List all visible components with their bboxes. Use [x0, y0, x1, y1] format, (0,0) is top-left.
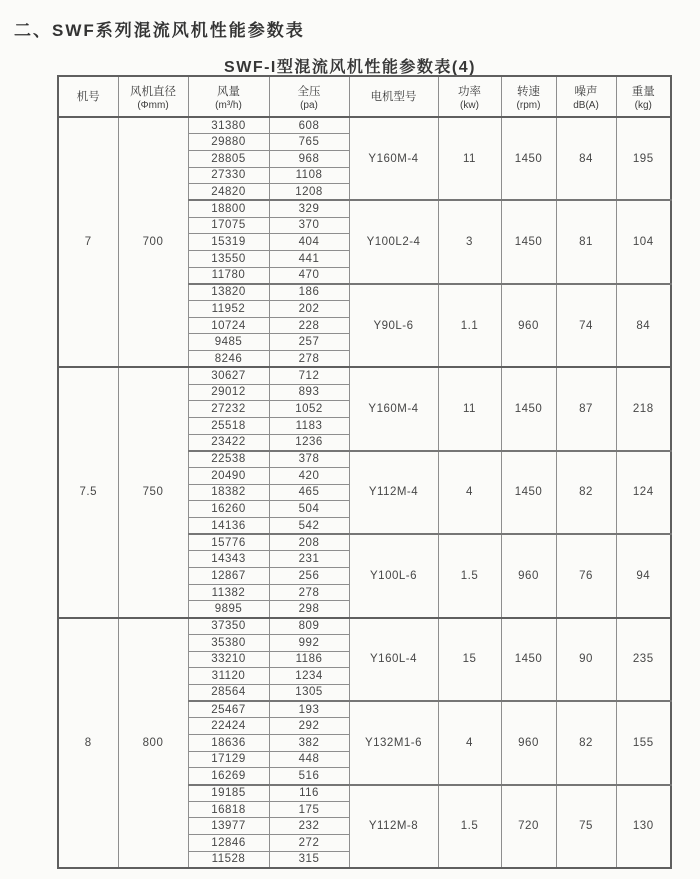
- fan-table-body: [58, 117, 671, 868]
- flow-cell: 16260: [188, 501, 269, 518]
- motor-model-cell: Y112M-4: [349, 451, 438, 534]
- pressure-cell: 1236: [269, 434, 349, 451]
- pressure-cell: 382: [269, 734, 349, 751]
- pressure-cell: 809: [269, 618, 349, 635]
- power-cell: 11: [438, 117, 501, 200]
- noise-cell: 82: [556, 451, 616, 534]
- flow-cell: 15319: [188, 234, 269, 251]
- speed-cell: 1450: [501, 451, 556, 534]
- flow-cell: 31120: [188, 668, 269, 685]
- pressure-cell: 329: [269, 200, 349, 217]
- flow-cell: 20490: [188, 467, 269, 484]
- power-cell: 1.5: [438, 534, 501, 617]
- flow-cell: 31380: [188, 117, 269, 134]
- pressure-cell: 448: [269, 751, 349, 768]
- weight-cell: 195: [616, 117, 671, 200]
- pressure-cell: 278: [269, 351, 349, 368]
- power-cell: 15: [438, 618, 501, 701]
- pressure-cell: 186: [269, 284, 349, 301]
- header-speed: 转速 (rpm): [501, 76, 556, 117]
- pressure-cell: 116: [269, 785, 349, 802]
- speed-cell: 1450: [501, 618, 556, 701]
- noise-cell: 81: [556, 200, 616, 283]
- motor-model-cell: Y132M1-6: [349, 701, 438, 784]
- flow-cell: 27330: [188, 167, 269, 184]
- power-cell: 4: [438, 451, 501, 534]
- flow-cell: 29880: [188, 134, 269, 151]
- pressure-cell: 542: [269, 518, 349, 535]
- header-air-volume: 风量 (m³/h): [188, 76, 269, 117]
- flow-cell: 14136: [188, 518, 269, 535]
- noise-cell: 87: [556, 367, 616, 450]
- speed-cell: 1450: [501, 200, 556, 283]
- pressure-cell: 1052: [269, 401, 349, 418]
- motor-model-cell: Y160M-4: [349, 117, 438, 200]
- header-fan-diameter: 风机直径 (Φmm): [118, 76, 188, 117]
- flow-cell: 13977: [188, 818, 269, 835]
- pressure-cell: 292: [269, 718, 349, 735]
- flow-cell: 10724: [188, 317, 269, 334]
- machine-no-cell: 8: [58, 618, 118, 868]
- power-cell: 1.1: [438, 284, 501, 367]
- flow-cell: 9895: [188, 601, 269, 618]
- flow-cell: 11528: [188, 851, 269, 868]
- power-cell: 4: [438, 701, 501, 784]
- pressure-cell: 1183: [269, 417, 349, 434]
- header-power: 功率 (kw): [438, 76, 501, 117]
- flow-cell: 11382: [188, 584, 269, 601]
- pressure-cell: 608: [269, 117, 349, 134]
- pressure-cell: 193: [269, 701, 349, 718]
- noise-cell: 90: [556, 618, 616, 701]
- flow-cell: 16818: [188, 801, 269, 818]
- pressure-cell: 378: [269, 451, 349, 468]
- weight-cell: 94: [616, 534, 671, 617]
- header-noise: 噪声 dB(A): [556, 76, 616, 117]
- pressure-cell: 231: [269, 551, 349, 568]
- pressure-cell: 228: [269, 317, 349, 334]
- pressure-cell: 1234: [269, 668, 349, 685]
- machine-no-cell: 7.5: [58, 367, 118, 617]
- motor-model-cell: Y160L-4: [349, 618, 438, 701]
- table-row: [58, 618, 671, 635]
- motor-model-cell: Y112M-8: [349, 785, 438, 868]
- pressure-cell: 470: [269, 267, 349, 284]
- speed-cell: 1450: [501, 367, 556, 450]
- flow-cell: 28564: [188, 684, 269, 701]
- flow-cell: 11780: [188, 267, 269, 284]
- pressure-cell: 404: [269, 234, 349, 251]
- flow-cell: 15776: [188, 534, 269, 551]
- pressure-cell: 370: [269, 217, 349, 234]
- flow-cell: 18636: [188, 734, 269, 751]
- flow-cell: 28805: [188, 150, 269, 167]
- noise-cell: 82: [556, 701, 616, 784]
- flow-cell: 22538: [188, 451, 269, 468]
- pressure-cell: 712: [269, 367, 349, 384]
- flow-cell: 25467: [188, 701, 269, 718]
- flow-cell: 9485: [188, 334, 269, 351]
- pressure-cell: 202: [269, 301, 349, 318]
- flow-cell: 12846: [188, 835, 269, 852]
- pressure-cell: 208: [269, 534, 349, 551]
- flow-cell: 18382: [188, 484, 269, 501]
- flow-cell: 16269: [188, 768, 269, 785]
- flow-cell: 19185: [188, 785, 269, 802]
- pressure-cell: 175: [269, 801, 349, 818]
- power-cell: 11: [438, 367, 501, 450]
- pressure-cell: 516: [269, 768, 349, 785]
- pressure-cell: 1186: [269, 651, 349, 668]
- motor-model-cell: Y100L-6: [349, 534, 438, 617]
- weight-cell: 155: [616, 701, 671, 784]
- pressure-cell: 420: [269, 467, 349, 484]
- noise-cell: 84: [556, 117, 616, 200]
- diameter-cell: 800: [118, 618, 188, 868]
- table-row: [58, 117, 671, 134]
- pressure-cell: 257: [269, 334, 349, 351]
- pressure-cell: 1208: [269, 184, 349, 201]
- pressure-cell: 992: [269, 634, 349, 651]
- diameter-cell: 700: [118, 117, 188, 367]
- flow-cell: 18800: [188, 200, 269, 217]
- flow-cell: 17129: [188, 751, 269, 768]
- flow-cell: 30627: [188, 367, 269, 384]
- page-title: 二、SWF系列混流风机性能参数表: [14, 21, 305, 41]
- pressure-cell: 504: [269, 501, 349, 518]
- table-subtitle: SWF-I型混流风机性能参数表(4): [224, 59, 476, 77]
- header-motor-model: 电机型号: [349, 76, 438, 117]
- pressure-cell: 893: [269, 384, 349, 401]
- header-machine-no: 机号: [58, 76, 118, 117]
- weight-cell: 218: [616, 367, 671, 450]
- flow-cell: 35380: [188, 634, 269, 651]
- weight-cell: 130: [616, 785, 671, 868]
- power-cell: 1.5: [438, 785, 501, 868]
- pressure-cell: 968: [269, 150, 349, 167]
- diameter-cell: 750: [118, 367, 188, 617]
- header-row: [58, 76, 671, 117]
- flow-cell: 33210: [188, 651, 269, 668]
- pressure-cell: 1305: [269, 684, 349, 701]
- pressure-cell: 441: [269, 251, 349, 268]
- speed-cell: 960: [501, 534, 556, 617]
- flow-cell: 17075: [188, 217, 269, 234]
- header-weight: 重量 (kg): [616, 76, 671, 117]
- speed-cell: 960: [501, 701, 556, 784]
- flow-cell: 23422: [188, 434, 269, 451]
- flow-cell: 13820: [188, 284, 269, 301]
- flow-cell: 29012: [188, 384, 269, 401]
- flow-cell: 8246: [188, 351, 269, 368]
- pressure-cell: 765: [269, 134, 349, 151]
- machine-no-cell: 7: [58, 117, 118, 367]
- flow-cell: 13550: [188, 251, 269, 268]
- pressure-cell: 256: [269, 568, 349, 585]
- weight-cell: 84: [616, 284, 671, 367]
- noise-cell: 75: [556, 785, 616, 868]
- pressure-cell: 315: [269, 851, 349, 868]
- motor-model-cell: Y160M-4: [349, 367, 438, 450]
- speed-cell: 960: [501, 284, 556, 367]
- flow-cell: 22424: [188, 718, 269, 735]
- flow-cell: 24820: [188, 184, 269, 201]
- flow-cell: 14343: [188, 551, 269, 568]
- flow-cell: 25518: [188, 417, 269, 434]
- weight-cell: 104: [616, 200, 671, 283]
- motor-model-cell: Y90L-6: [349, 284, 438, 367]
- pressure-cell: 232: [269, 818, 349, 835]
- speed-cell: 720: [501, 785, 556, 868]
- flow-cell: 11952: [188, 301, 269, 318]
- power-cell: 3: [438, 200, 501, 283]
- weight-cell: 124: [616, 451, 671, 534]
- fan-performance-table: [57, 75, 672, 869]
- pressure-cell: 278: [269, 584, 349, 601]
- flow-cell: 12867: [188, 568, 269, 585]
- noise-cell: 74: [556, 284, 616, 367]
- table-row: [58, 367, 671, 384]
- speed-cell: 1450: [501, 117, 556, 200]
- pressure-cell: 298: [269, 601, 349, 618]
- pressure-cell: 465: [269, 484, 349, 501]
- flow-cell: 27232: [188, 401, 269, 418]
- pressure-cell: 1108: [269, 167, 349, 184]
- noise-cell: 76: [556, 534, 616, 617]
- pressure-cell: 272: [269, 835, 349, 852]
- weight-cell: 235: [616, 618, 671, 701]
- motor-model-cell: Y100L2-4: [349, 200, 438, 283]
- flow-cell: 37350: [188, 618, 269, 635]
- header-total-pressure: 全压 (pa): [269, 76, 349, 117]
